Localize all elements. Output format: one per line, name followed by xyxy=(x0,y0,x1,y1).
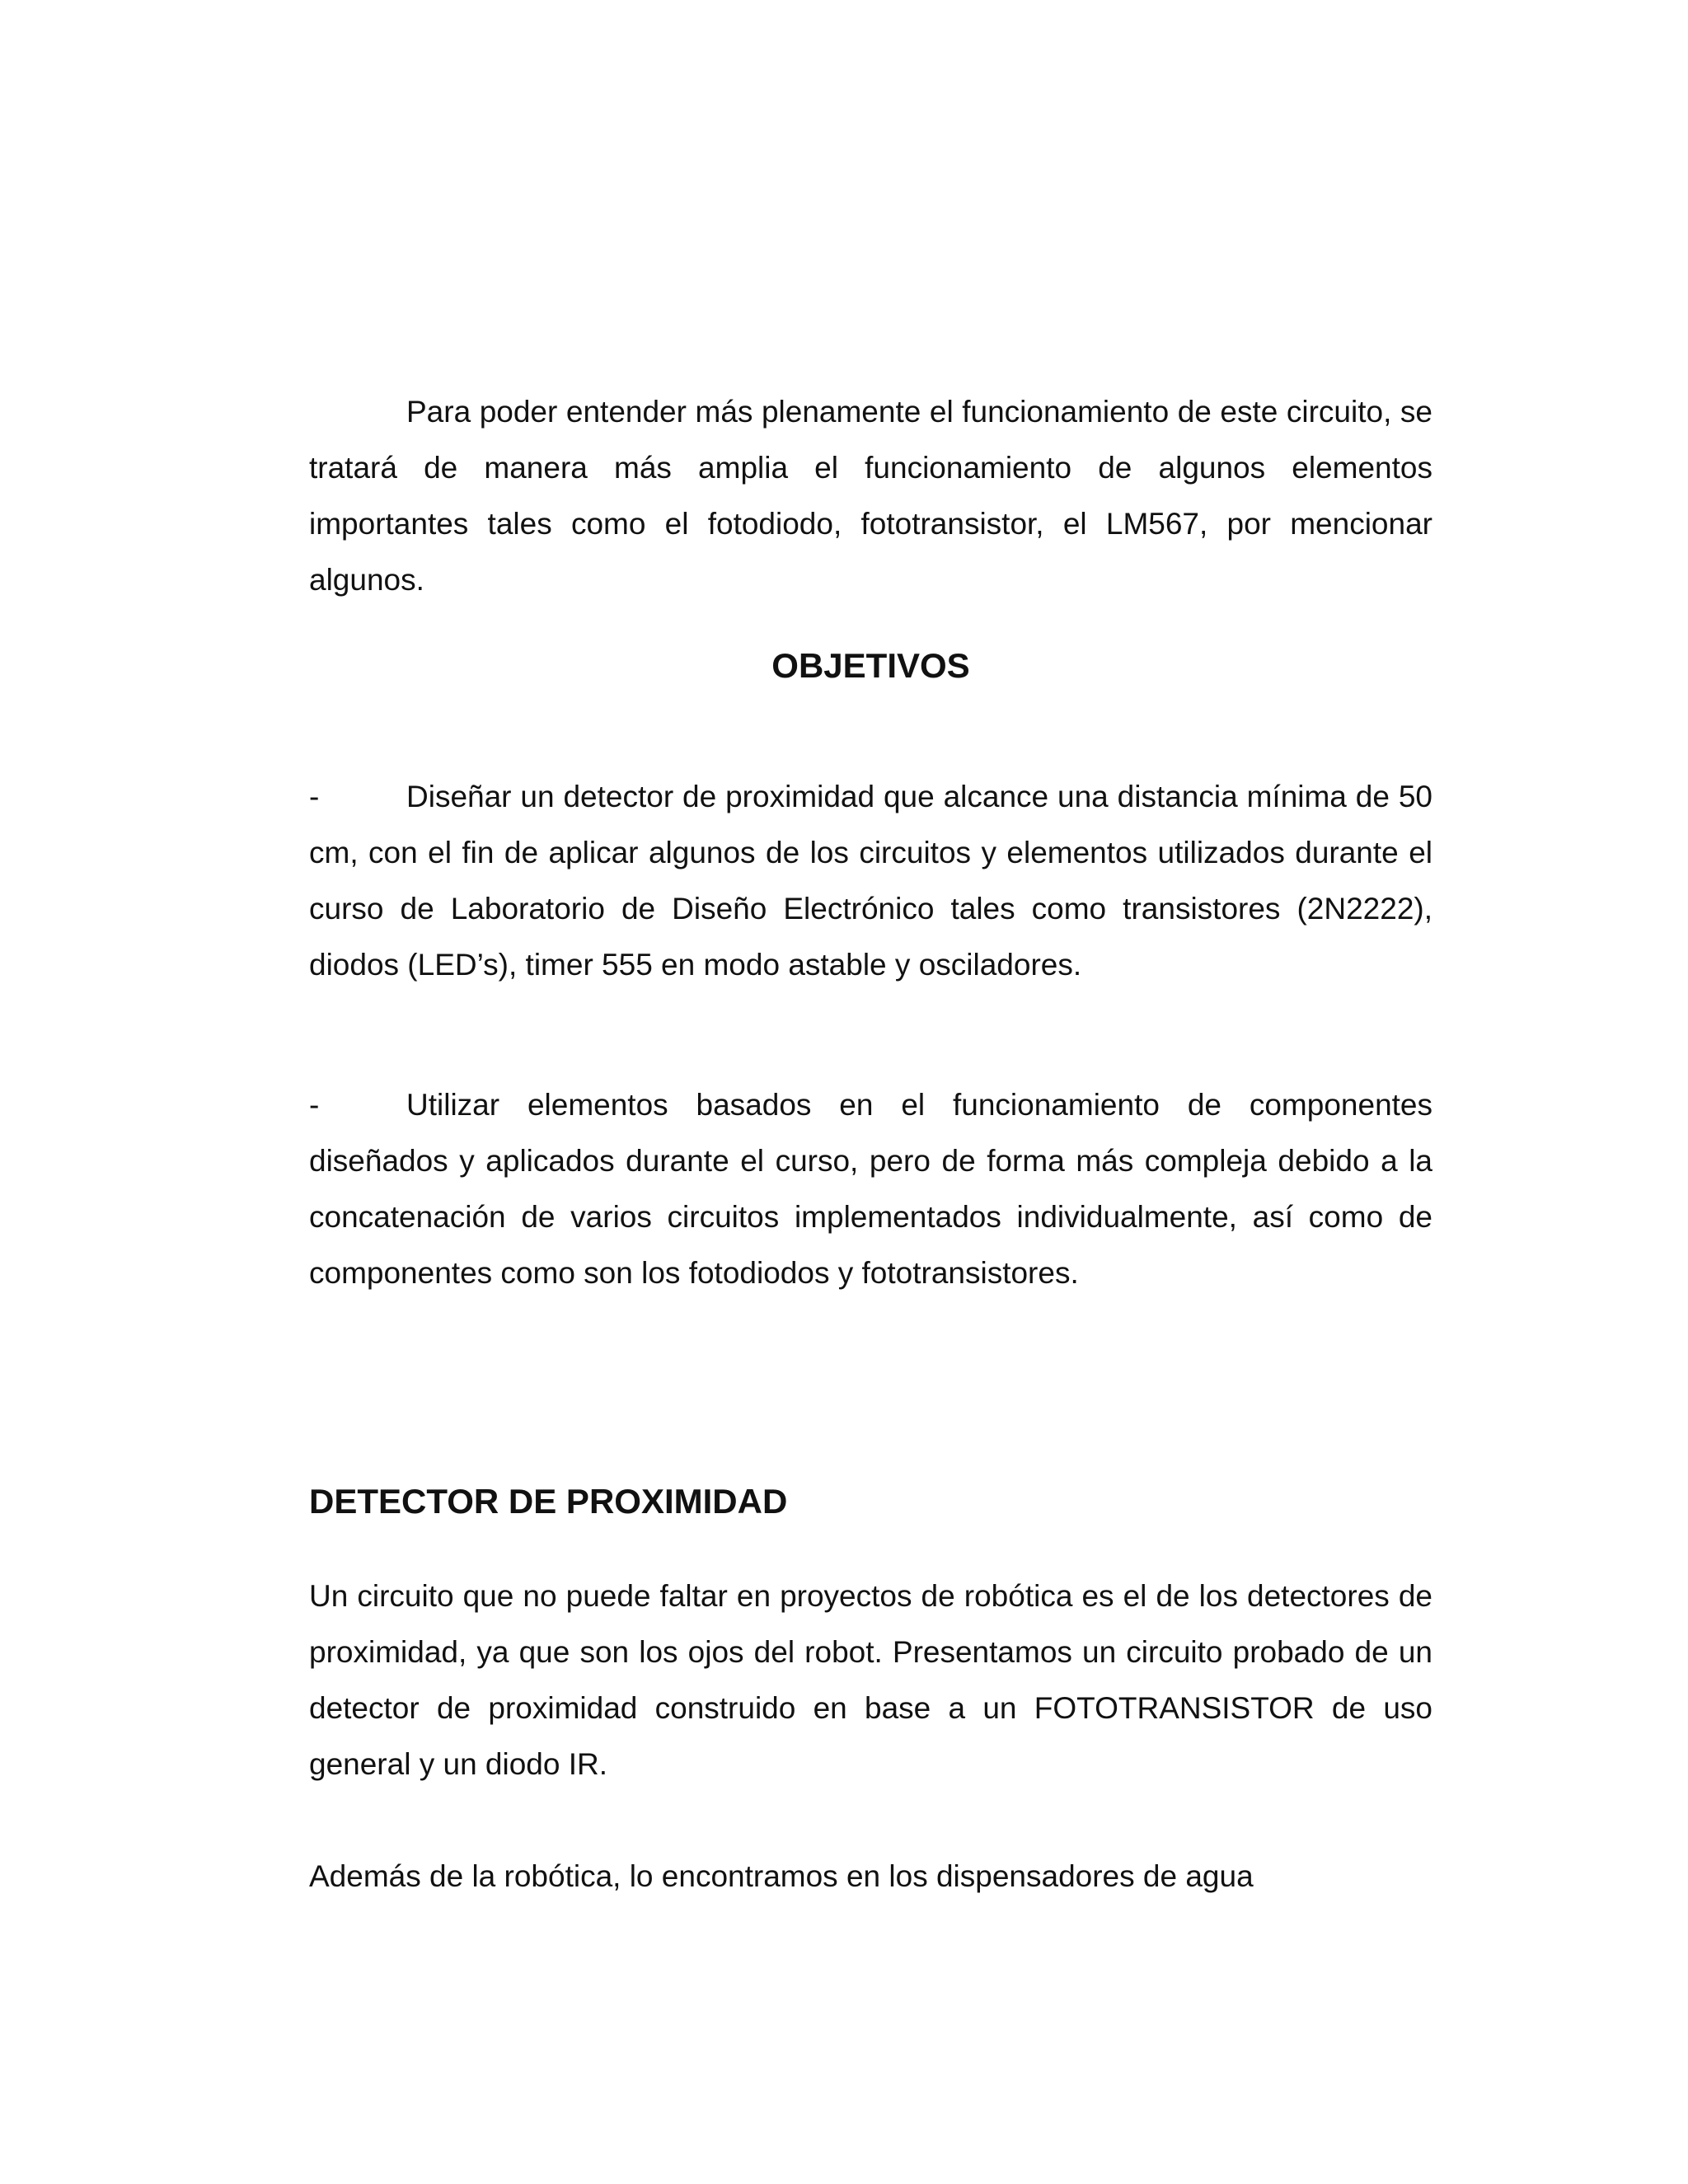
detector-paragraph-1: Un circuito que no puede faltar en proyectos de robótica es el de los detectores de proximidad, ya que son los ojos del robot. Presentamos un circuito probado de un detector de proximidad construido en base a un FOTOTRANSISTOR de uso general y un diodo IR. xyxy=(309,1579,1432,1781)
objetivo-item-2 xyxy=(309,1077,1432,1301)
objetivo-text-1: Diseñar un detector de proximidad que alcance una distancia mínima de 50 cm, con el fin de aplicar algunos de los circuitos y elementos utilizados durante el curso de Laboratorio de Diseño Electrónico tales como transistores (2N2222), diodos (LED’s), timer 555 en modo astable y osciladores. xyxy=(309,780,1432,982)
detector-paragraph-2: Además de la robótica, lo encontramos en los dispensadores de agua xyxy=(309,1859,1254,1893)
objetivo-item-1 xyxy=(309,769,1432,993)
bullet-dash: - xyxy=(309,1088,320,1122)
objetivo-text-2: Utilizar elementos basados en el funcionamiento de componentes diseñados y aplicados durante el curso, pero de forma más compleja debido a la concatenación de varios circuitos implementados individualmente, así como de componentes como son los fotodiodos y fototransistores. xyxy=(309,1088,1432,1290)
intro-paragraph: Para poder entender más plenamente el funcionamiento de este circuito, se tratará de manera más amplia el funcionamiento de algunos elementos importantes tales como el fotodiodo, fototransistor, el LM567, por mencionar algunos. xyxy=(309,395,1432,597)
bullet-dash: - xyxy=(309,780,320,813)
detector-heading: DETECTOR DE PROXIMIDAD xyxy=(309,1482,788,1521)
objetivos-heading: OBJETIVOS xyxy=(771,646,970,685)
